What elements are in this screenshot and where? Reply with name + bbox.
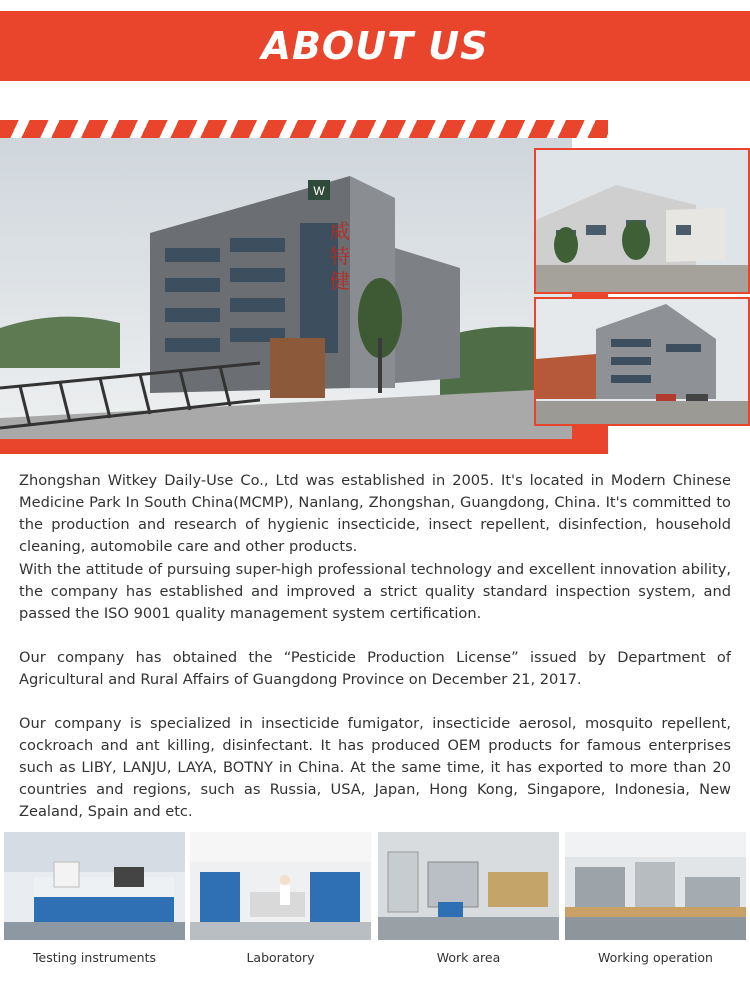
gallery-photo-laboratory [190,832,371,940]
title-banner [0,11,750,81]
decorative-stripes [0,120,608,138]
hero-building-photo [0,138,572,439]
gallery-photo-work-area [378,832,559,940]
paragraph-text: With the attitude of pursuing super-high professional technology and excellent innovation ability, the company has established and improved a strict quality standard inspection system, and passed the ISO 9001 quality management system certification. [19,561,731,622]
products-paragraph [19,713,731,823]
intro-paragraph [19,470,731,558]
quality-paragraph [19,559,731,625]
svg-text:特: 特 [330,244,350,268]
gallery-caption-laboratory: Laboratory [246,950,315,965]
svg-text:健: 健 [330,269,350,293]
gallery-caption-testing: Testing instruments [33,950,156,965]
svg-text:W: W [313,184,325,198]
gallery-photo-working-operation [565,832,746,940]
gallery-caption-work-area: Work area [436,950,501,965]
paragraph-text: Our company is specialized in insecticide fumigator, insecticide aerosol, mosquito repellent, cockroach and ant killing, disinfectant. It has produced OEM products for famous enterprises such as LIBY, LANJU, LAYA, BOTNY in China. At the same time, it has exported to more than 20 countries and regions, such as Russia, USA, Japan, Hong Kong, Singapore, Indonesia, New Zealand, Spain and etc. [19,715,731,820]
license-paragraph [19,647,731,691]
paragraph-text: Zhongshan Witkey Daily-Use Co., Ltd was established in 2005. It's located in Modern Chinese Medicine Park In South China(MCMP), Nanlang, Zhongshan, Guangdong, China. It's committed to the production and research of hygienic insecticide, insect repellent, disinfection, household cleaning, automobile care and other products. [19,472,731,555]
gallery-photo-testing [4,832,185,940]
page-title: ABOUT US [261,24,489,68]
side-building-photo-bottom [534,297,750,426]
svg-text:威: 威 [330,219,350,243]
paragraph-text: Our company has obtained the “Pesticide Production License” issued by Department of Agricultural and Rural Affairs of Guangdong Province on December 21, 2017. [19,649,731,688]
side-building-photo-top [534,148,750,294]
gallery-caption-working-operation: Working operation [598,950,713,965]
